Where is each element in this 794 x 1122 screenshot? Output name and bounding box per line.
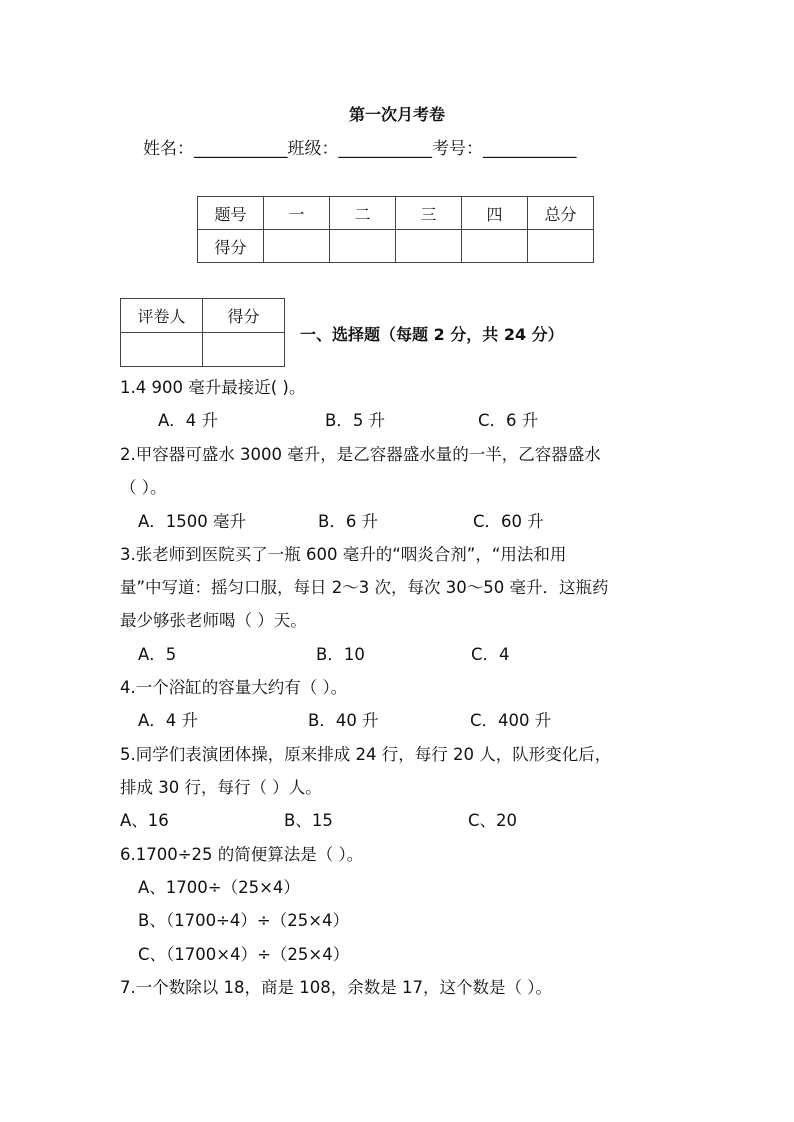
option-c: C．6 升: [478, 411, 539, 430]
option-b: B、15: [284, 811, 333, 830]
grader-header: 得分: [203, 299, 285, 333]
question-text: 4.一个浴缸的容量大约有（ ）。: [120, 678, 348, 697]
score-input-cell[interactable]: [396, 230, 462, 263]
option-b: B．10: [316, 645, 365, 664]
question-text: 排成 30 行，每行（ ）人。: [120, 778, 322, 797]
question-text: （ ）。: [120, 478, 167, 497]
option-c: C．400 升: [470, 711, 552, 730]
score-input-cell[interactable]: [264, 230, 330, 263]
option-b: B．40 升: [308, 711, 379, 730]
grader-input-cell[interactable]: [121, 333, 203, 367]
score-table: [197, 196, 594, 263]
score-cell: 题号: [198, 197, 264, 230]
option-a: A、16: [120, 811, 169, 830]
score-cell: 得分: [198, 230, 264, 263]
option-b: B．5 升: [325, 411, 386, 430]
section-title: 一、选择题（每题 2 分，共 24 分）: [300, 325, 564, 344]
student-info-line: 姓名：___________班级：___________考号：___________: [143, 139, 577, 159]
grader-input-cell[interactable]: [203, 333, 285, 367]
question-text: 2.甲容器可盛水 3000 毫升，是乙容器盛水量的一半，乙容器盛水: [120, 445, 601, 464]
option-c: C．60 升: [473, 512, 544, 531]
grader-table: [120, 298, 285, 367]
option-a: A、1700÷（25×4）: [138, 878, 300, 897]
option-a: A．4 升: [158, 411, 219, 430]
question-text: 6.1700÷25 的简便算法是（ ）。: [120, 845, 364, 864]
question-text: 最少够张老师喝（ ）天。: [120, 611, 307, 630]
question-text: 量”中写道：摇匀口服，每日 2～3 次，每次 30～50 毫升．这瓶药: [120, 578, 609, 597]
option-b: B、（1700÷4）÷（25×4）: [138, 911, 350, 930]
option-b: B．6 升: [318, 512, 379, 531]
score-cell: 三: [396, 197, 462, 230]
option-a: A．5: [138, 645, 177, 664]
option-c: C．4: [471, 645, 510, 664]
question-text: 7.一个数除以 18，商是 108，余数是 17，这个数是（ ）。: [120, 978, 552, 997]
score-table-score-row: [198, 230, 594, 263]
question-text: 5.同学们表演团体操，原来排成 24 行，每行 20 人，队形变化后，: [120, 745, 612, 764]
score-input-cell[interactable]: [462, 230, 528, 263]
option-c: C、20: [468, 811, 518, 830]
score-input-cell[interactable]: [528, 230, 594, 263]
question-text: 1.4 900 毫升最接近( )。: [120, 378, 306, 397]
score-input-cell[interactable]: [330, 230, 396, 263]
question-text: 3.张老师到医院买了一瓶 600 毫升的“咽炎合剂”，“用法和用: [120, 545, 567, 564]
score-cell: 一: [264, 197, 330, 230]
option-a: A．4 升: [138, 711, 199, 730]
score-cell: 二: [330, 197, 396, 230]
option-a: A．1500 毫升: [138, 512, 247, 531]
score-cell: 四: [462, 197, 528, 230]
grader-header: 评卷人: [121, 299, 203, 333]
page-title: 第一次月考卷: [348, 105, 445, 124]
score-table-header-row: [198, 197, 594, 230]
option-c: C、（1700×4）÷（25×4）: [138, 945, 350, 964]
score-cell: 总分: [528, 197, 594, 230]
